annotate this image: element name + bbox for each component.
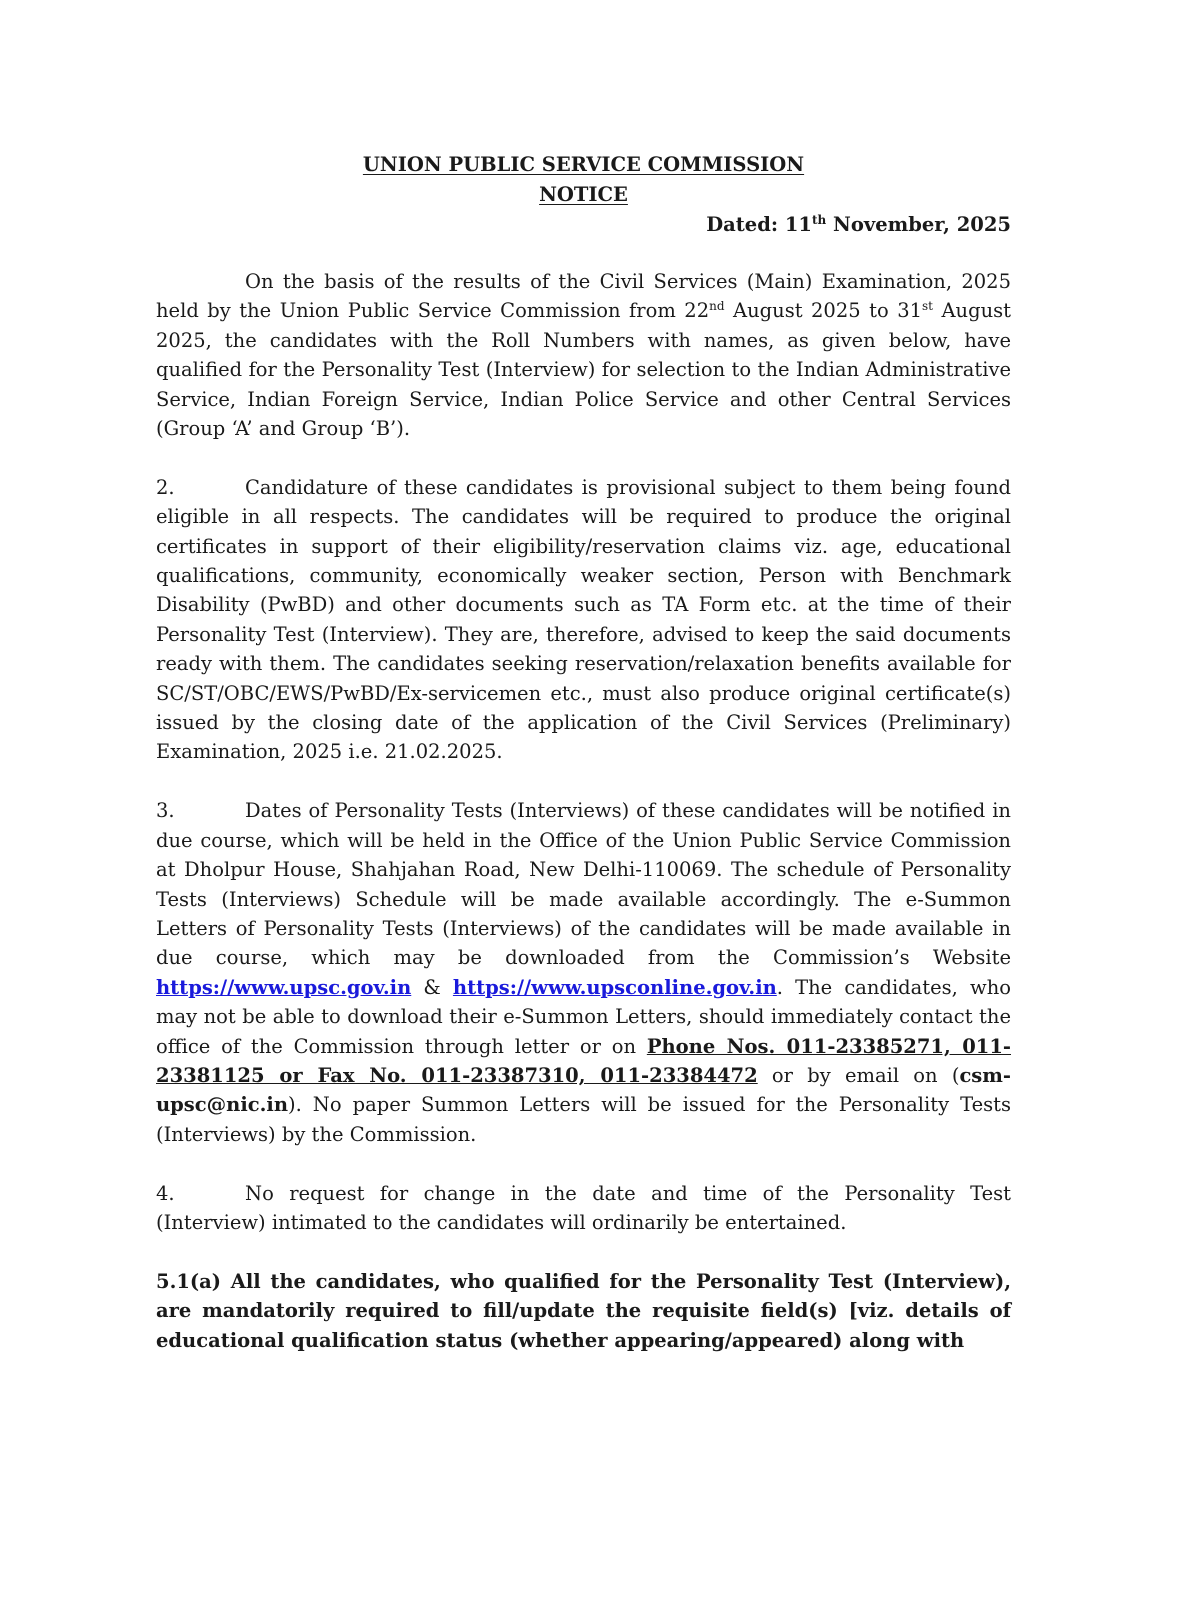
contact-email[interactable]: csm-upsc@nic.in: [156, 1063, 1012, 1117]
notice-date: Dated: 11th November, 2025: [706, 213, 1011, 236]
org-title: UNION PUBLIC SERVICE COMMISSION: [362, 153, 805, 176]
upsc-website-link[interactable]: https://www.upsc.gov.in: [156, 975, 412, 999]
paragraph-number: 4.: [156, 1181, 175, 1205]
paragraph-4: 4. No request for change in the date and time of the Personality Test (Interview) intimated to the candidates will ordinarily be entertained.: [156, 1179, 1011, 1238]
paragraph-1: On the basis of the results of the Civil Services (Main) Examination, 2025 held by the Union Public Service Commission from 22nd August 2025 to 31st August 2025, the candidates with the Roll Numbers with names, as given below, have qualified for the Personality Test (Interview) for selection to the Indian Administrative Service, Indian Foreign Service, Indian Police Service and other Central Services (Group ‘A’ and Group ‘B’).: [156, 270, 1012, 441]
paragraph-number: 3.: [156, 799, 175, 823]
paragraph-5-1a: 5.1(a) All the candidates, who qualified for the Personality Test (Interview), are mandatorily required to fill/update the requisite field(s) [viz. details of educational qualification status (whether appearing/appeared) along with: [156, 1269, 1011, 1352]
contact-phone-fax: Phone Nos. 011-23385271, 011-23381125 or Fax No. 011-23387310, 011-23384472: [156, 1034, 1011, 1087]
paragraph-2: 2. Candidature of these candidates is provisional subject to them being found eligible in all respects. The candidates will be required to produce the original certificates in support of their eligibility/reservation claims viz. age, educational qualifications, community, economically weaker section, Person with Benchmark Disability (PwBD) and other documents such as TA Form etc. at the time of their Personality Test (Interview). They are, therefore, advised to keep the said documents ready with them. The candidates seeking reservation/relaxation benefits available for SC/ST/OBC/EWS/PwBD/Ex-servicemen etc., must also produce original certificate(s) issued by the closing date of the application of the Civil Services (Preliminary) Examination, 2025 i.e. 21.02.2025.: [156, 473, 1011, 767]
notice-heading: NOTICE: [539, 183, 628, 206]
notice-document: [156, 150, 1011, 1355]
paragraph-number: 2.: [156, 475, 175, 499]
upsconline-website-link[interactable]: https://www.upsconline.gov.in: [452, 975, 777, 999]
paragraph-3: 3. Dates of Personality Tests (Interviews) of these candidates will be notified in due course, which will be held in the Office of the Union Public Service Commission at Dholpur House, Shahjahan Road, New Delhi-110069. The schedule of Personality Tests (Interviews) Schedule will be made available accordingly. The e-Summon Letters of Personality Tests (Interviews) of the candidates will be made available in due course, which may be downloaded from the Commission’s Website https://www.upsc.gov.in & https://www.upsconline.gov.in. The candidates, who may not be able to download their e-Summon Letters, should immediately contact the office of the Commission through letter or on Phone Nos. 011-23385271, 011-23381125 or Fax No. 011-23387310, 011-23384472 or by email on (csm-upsc@nic.in). No paper Summon Letters will be issued for the Personality Tests (Interviews) by the Commission.: [156, 796, 1011, 1149]
